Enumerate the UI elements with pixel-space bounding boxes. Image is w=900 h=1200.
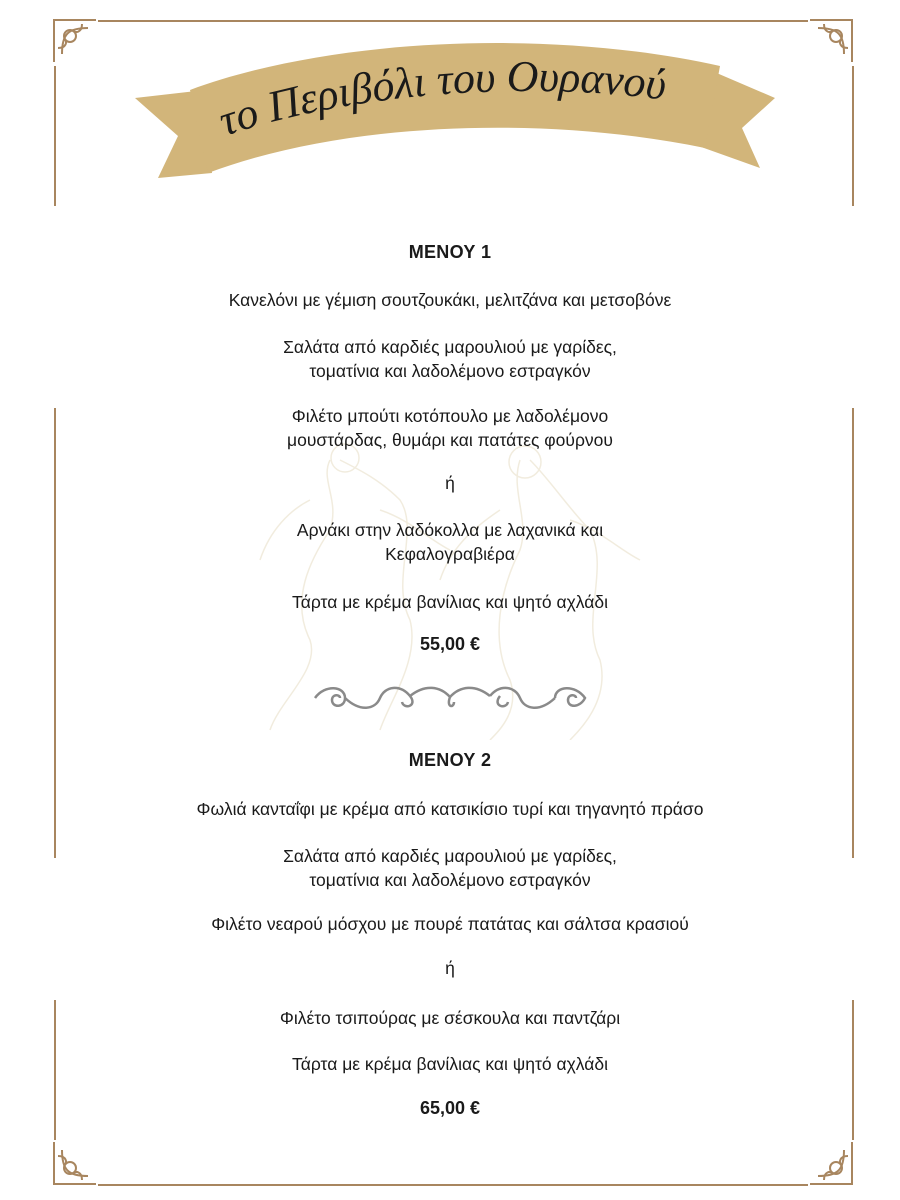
top-border xyxy=(98,20,808,22)
corner-ornament-bottom-right xyxy=(808,1140,854,1186)
menu1-dish: τοματίνια και λαδολέμονο εστραγκόν xyxy=(309,361,591,381)
menu1-dish: Σαλάτα από καρδιές μαρουλιού με γαρίδες, xyxy=(283,337,617,357)
title-banner xyxy=(130,28,780,178)
menu2-dish: Τάρτα με κρέμα βανίλιας και ψητό αχλάδι xyxy=(291,1054,609,1074)
right-border-top xyxy=(852,66,854,206)
swirl-divider-icon xyxy=(310,676,600,718)
menu2-or: ή xyxy=(445,958,455,978)
corner-ornament-top-left xyxy=(52,18,98,64)
menu1-price: 55,00 € xyxy=(419,634,481,654)
bottom-border xyxy=(98,1184,808,1186)
menu2-price: 65,00 € xyxy=(419,1098,481,1118)
menu1-dish: Αρνάκι στην λαδόκολλα με λαχανικά και xyxy=(296,520,604,540)
menu2-dish: Φωλιά κανταΐφι με κρέμα από κατσικίσιο τυρί και τηγανητό πράσο xyxy=(196,799,704,819)
page-title: το Περιβόλι του Ουρανού xyxy=(212,51,670,146)
left-border-top xyxy=(54,66,56,206)
menu2-dish: Φιλέτο τσιπούρας με σέσκουλα και παντζάρι xyxy=(279,1008,621,1028)
menu1-dish: Κανελόνι με γέμιση σουτζουκάκι, μελιτζάνα και μετσοβόνε xyxy=(228,290,672,310)
menu1-dish: μουστάρδας, θυμάρι και πατάτες φούρνου xyxy=(287,430,613,450)
menu2-dish: Σαλάτα από καρδιές μαρουλιού με γαρίδες, xyxy=(283,846,617,866)
menu2-dish: τοματίνια και λαδολέμονο εστραγκόν xyxy=(309,870,591,890)
menu2-title: ΜΕΝΟΥ 2 xyxy=(408,750,492,770)
menu2-dish: Φιλέτο νεαρού μόσχου με πουρέ πατάτας και σάλτσα κρασιού xyxy=(211,914,689,934)
menu1-dish: Κεφαλογραβιέρα xyxy=(385,544,515,564)
menu1-section xyxy=(0,242,900,263)
menu1-or: ή xyxy=(445,473,455,493)
menu1-dish: Τάρτα με κρέμα βανίλιας και ψητό αχλάδι xyxy=(291,592,609,612)
menu2-section xyxy=(0,750,900,771)
menu1-title: ΜΕΝΟΥ 1 xyxy=(408,242,492,262)
corner-ornament-bottom-left xyxy=(52,1140,98,1186)
menu1-dish: Φιλέτο μπούτι κοτόπουλο με λαδολέμονο xyxy=(291,406,609,426)
corner-ornament-top-right xyxy=(808,18,854,64)
